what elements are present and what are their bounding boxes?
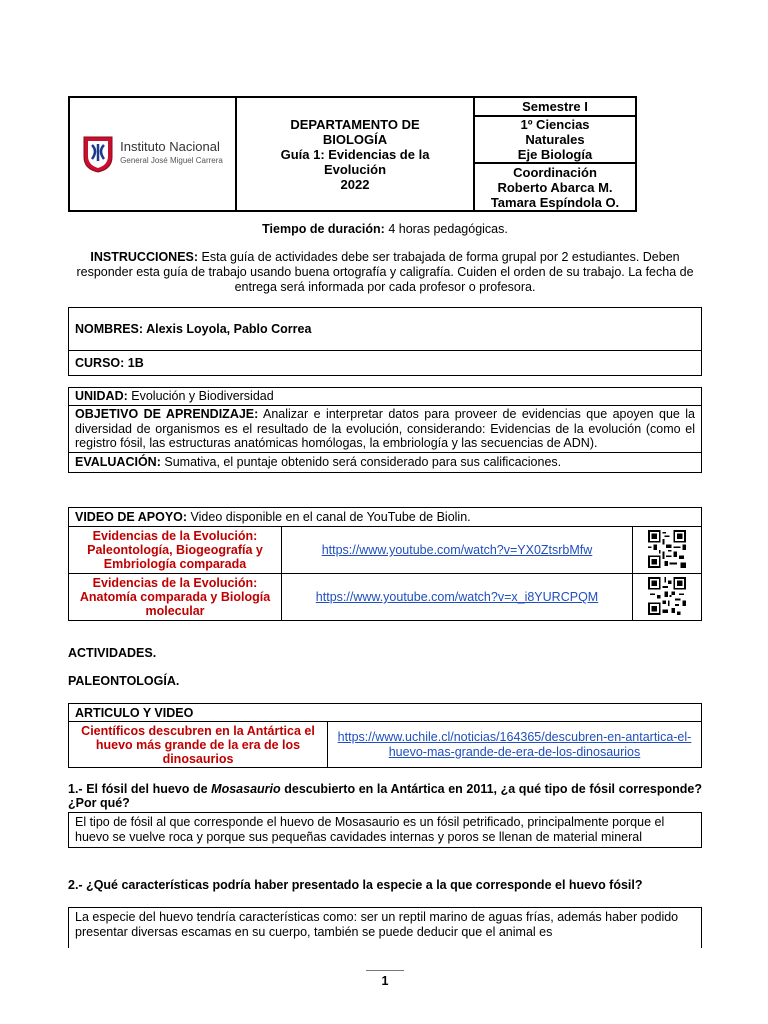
department-cell <box>236 97 474 211</box>
answer-2-text: La especie del huevo tendría características como: ser un reptil marino de aguas frías, además haber podido presentar diversas escamas en su cuerpo, también se puede deducir que el animal es <box>75 910 679 939</box>
qr-cell <box>633 574 702 621</box>
coord-line: Tamara Espíndola O. <box>490 194 620 210</box>
evaluation-cell <box>69 452 702 472</box>
video-table <box>68 507 702 621</box>
q1-text-pre: 1.- El fósil del huevo de <box>68 782 212 796</box>
duration <box>68 222 702 236</box>
unit-cell <box>69 388 702 406</box>
q1-text-post: descubierto en la Antártica en 2011, ¿a qué tipo de fósil corresponde? ¿Por qué? <box>68 782 702 810</box>
instructions-text: Esta guía de actividades debe ser trabajada de forma grupal por 2 estudiantes. Deben responder esta guía de trabajo usando buena ortografía y caligrafía. Cuiden el orden de su trabajo. La fecha de entrega será informada por cada profesor o profesora. <box>76 250 694 294</box>
article-title: Científicos descubren en la Antártica el huevo más grande de la era de los dinosaurios <box>69 722 328 768</box>
objective-value: Analizar e interpretar datos para proveer de evidencias que apoyen que la diversidad de organismos es el resultado de la evolución, considerando: Evidencias de la evolución (como el registro fósil, las estructuras anatómicas homólogas, la embriología y las secuencias de ADN). <box>75 407 695 450</box>
logo-cell <box>69 97 236 211</box>
video-label: VIDEO DE APOYO: <box>75 510 188 524</box>
coordination-cell <box>474 163 636 211</box>
course-value: 1B <box>124 356 144 370</box>
unit-label: UNIDAD: <box>75 389 128 403</box>
table-row <box>69 527 702 574</box>
logo-subtitle: General José Miguel Carrera <box>120 156 223 165</box>
header-table <box>68 96 637 212</box>
guide-title-line: Guía 1: Evidencias de la <box>280 146 430 162</box>
names-value: Alexis Loyola, Pablo Correa <box>143 322 312 336</box>
coord-line: Roberto Abarca M. <box>497 179 613 195</box>
names-label: NOMBRES: <box>75 322 144 336</box>
question-2: 2.- ¿Qué características podría haber presentado la especie a la que corresponde el huevo fósil? <box>68 878 643 892</box>
duration-label: Tiempo de duración: <box>262 222 385 236</box>
question-1 <box>68 782 702 810</box>
activities-heading: ACTIVIDADES. <box>68 646 157 660</box>
q1-species: Mosasaurio <box>211 782 281 796</box>
course-field-cell[interactable] <box>69 351 702 376</box>
instructions-label: INSTRUCCIONES: <box>90 250 199 264</box>
video-link[interactable]: https://www.youtube.com/watch?v=YX0ZtsrbMfw <box>321 543 593 557</box>
student-info-table <box>68 307 702 376</box>
table-row <box>69 574 702 621</box>
answer-1-text: El tipo de fósil al que corresponde el huevo de Mosasaurio es un fósil petrificado, principalmente porque el huevo se vuelve roca y porque sus pequeñas cavidades internas y poros se llenan de material mineral <box>75 815 665 844</box>
instructions <box>72 250 698 295</box>
video-text: Video disponible en el canal de YouTube de Biolin. <box>187 510 471 524</box>
duration-value: 4 horas pedagógicas. <box>384 222 508 236</box>
unit-table <box>68 387 702 473</box>
evaluation-value: Sumativa, el puntaje obtenido será considerado para sus calificaciones. <box>160 454 562 469</box>
answer-1-box[interactable] <box>68 812 702 848</box>
logo-name: Instituto Nacional <box>120 139 220 154</box>
paleontology-heading: PALEONTOLOGÍA. <box>68 674 180 688</box>
objective-cell <box>69 406 702 453</box>
year: 2022 <box>340 176 370 192</box>
page-number: 1 <box>381 974 389 988</box>
dept-line: DEPARTAMENTO DE <box>290 116 420 132</box>
course-label: CURSO: <box>75 356 125 370</box>
semester-cell <box>474 97 636 116</box>
course-line: 1º Ciencias <box>520 117 590 132</box>
article-link-cell <box>328 722 702 768</box>
course-line: Eje Biología <box>517 147 593 162</box>
article-header: ARTICULO Y VIDEO <box>69 704 702 722</box>
course-line: Naturales <box>525 132 585 147</box>
objective-label: OBJETIVO DE APRENDIZAJE: <box>75 407 259 421</box>
video-title: Evidencias de la Evolución: Anatomía comparada y Biología molecular <box>69 574 282 621</box>
coord-line: Coordinación <box>513 164 597 180</box>
guide-title-line: Evolución <box>323 161 387 177</box>
video-title: Evidencias de la Evolución: Paleontología, Biogeografía y Embriología comparada <box>69 527 282 574</box>
qr-code-icon <box>646 577 688 615</box>
video-link-cell <box>282 527 633 574</box>
answer-2-box[interactable] <box>68 907 702 948</box>
video-link[interactable]: https://www.youtube.com/watch?v=x_i8YURCPQM <box>315 590 599 604</box>
semester: Semestre I <box>522 99 588 114</box>
video-header-cell <box>69 508 702 527</box>
evaluation-label: EVALUACIÓN: <box>75 454 161 469</box>
footer-divider <box>366 970 404 971</box>
qr-code-icon <box>646 530 688 568</box>
video-link-cell <box>282 574 633 621</box>
dept-line: BIOLOGÍA <box>322 131 388 147</box>
unit-value: Evolución y Biodiversidad <box>127 389 274 403</box>
institute-seal-icon <box>82 135 114 173</box>
course-cell <box>474 116 636 163</box>
qr-cell <box>633 527 702 574</box>
names-cell[interactable] <box>69 308 702 351</box>
article-link[interactable]: https://www.uchile.cl/noticias/164365/descubren-en-antartica-el-huevo-mas-grande-de-era-de-los-dinosaurios <box>337 729 692 759</box>
article-table <box>68 703 702 768</box>
